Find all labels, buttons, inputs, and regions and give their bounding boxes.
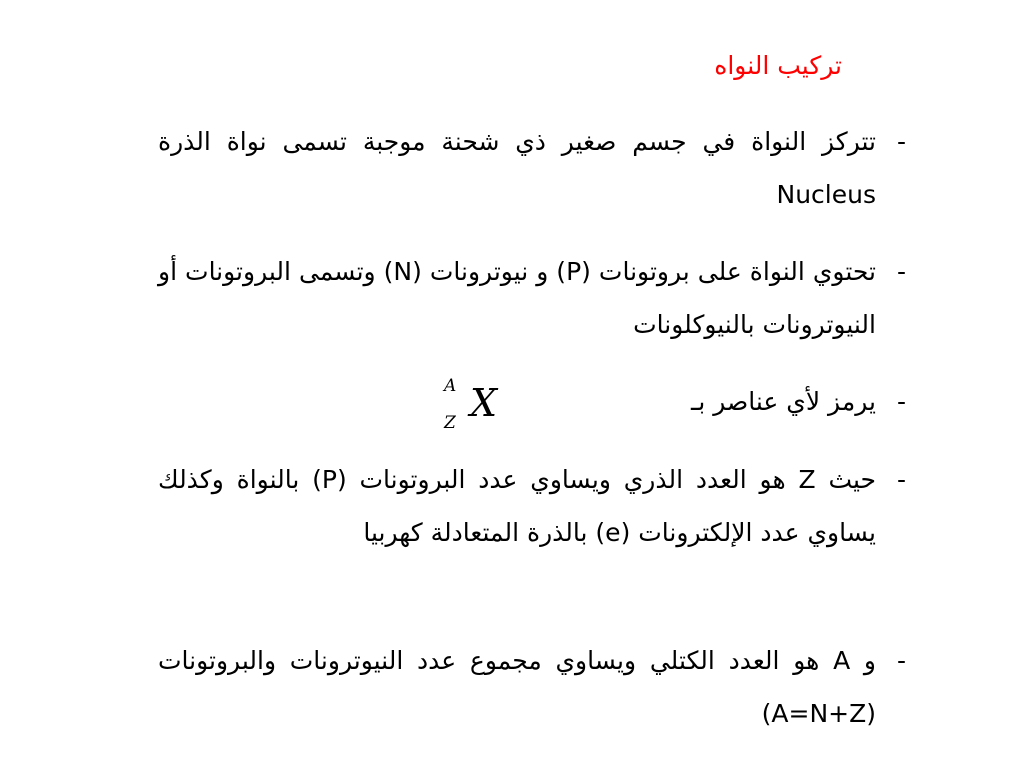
bullet-nucleus-definition <box>158 115 906 221</box>
bullet-text: يرمز لأي عناصر بـ <box>691 387 876 416</box>
bullet-text: تحتوي النواة على بروتونات (P) و نيوترونات (N) وتسمى البروتونات أو النيوترونات بالنيوكلونات <box>158 257 876 339</box>
bullet-nucleons <box>158 245 906 351</box>
nuclide-notation <box>436 372 516 442</box>
mass-number-label: A <box>444 376 457 396</box>
bullet-element-symbol <box>158 375 906 428</box>
bullet-mass-number <box>158 634 906 740</box>
bullet-atomic-number <box>158 453 906 559</box>
bullet-marker: - <box>896 257 906 286</box>
slide-title: تركيب النواه <box>714 51 842 80</box>
bullet-text: حيث Z هو العدد الذري ويساوي عدد البروتونات (P) بالنواة وكذلك يساوي عدد الإلكترونات (e) بالذرة المتعادلة كهربيا <box>158 465 876 547</box>
element-symbol: X <box>470 381 498 425</box>
bullet-marker: - <box>896 127 906 156</box>
bullet-text: و A هو العدد الكتلي ويساوي مجموع عدد النيوترونات والبروتونات (A=N+Z) <box>158 646 876 728</box>
bullet-marker: - <box>896 387 906 416</box>
atomic-number-label: Z <box>444 413 456 433</box>
bullet-text: تتركز النواة في جسم صغير ذي شحنة موجبة تسمى نواة الذرة Nucleus <box>158 127 876 209</box>
bullet-marker: - <box>896 646 906 675</box>
bullet-marker: - <box>896 465 906 494</box>
